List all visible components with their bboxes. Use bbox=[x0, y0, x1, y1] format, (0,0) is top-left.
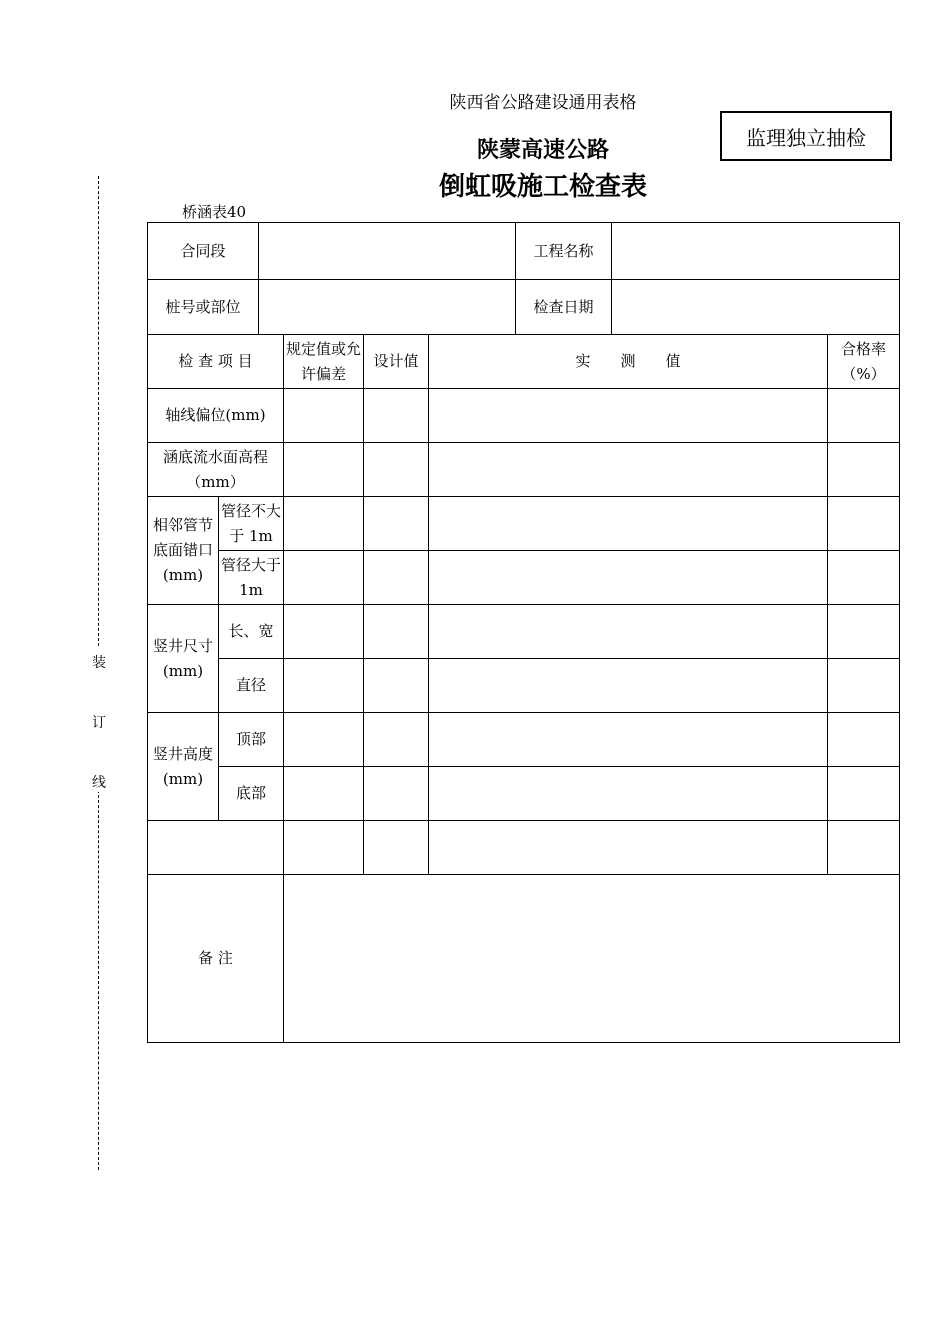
row-label-length-width: 长、宽 bbox=[219, 605, 284, 659]
blank-item-cell[interactable] bbox=[148, 821, 284, 875]
tolerance-cell[interactable] bbox=[284, 443, 364, 497]
measured-cell[interactable] bbox=[429, 767, 828, 821]
table-row bbox=[148, 605, 900, 659]
header-top-text: 陕西省公路建设通用表格 bbox=[449, 93, 637, 113]
design-cell[interactable] bbox=[364, 389, 429, 443]
supervision-badge: 监理独立抽检 bbox=[720, 111, 892, 161]
measured-cell[interactable] bbox=[429, 659, 828, 713]
table-row bbox=[148, 713, 900, 767]
row-label-culvert-bottom: 涵底流水面高程（mm） bbox=[148, 443, 284, 497]
measured-cell[interactable] bbox=[429, 821, 828, 875]
tolerance-cell[interactable] bbox=[284, 821, 364, 875]
tolerance-cell[interactable] bbox=[284, 497, 364, 551]
project-name-label: 工程名称 bbox=[516, 223, 612, 280]
contract-label: 合同段 bbox=[148, 223, 259, 280]
row-group-shaft-height: 竖井高度(mm) bbox=[148, 713, 219, 821]
binding-char-1: 装 bbox=[92, 652, 106, 672]
pass-rate-cell[interactable] bbox=[828, 713, 900, 767]
inspection-table bbox=[147, 222, 900, 1043]
measured-cell[interactable] bbox=[429, 497, 828, 551]
measured-cell[interactable] bbox=[429, 551, 828, 605]
tolerance-cell[interactable] bbox=[284, 389, 364, 443]
row-label-top: 顶部 bbox=[219, 713, 284, 767]
inspection-date-field[interactable] bbox=[612, 280, 900, 335]
col-header-tolerance: 规定值或允许偏差 bbox=[284, 335, 364, 389]
row-label-pipe-le-1m: 管径不大于 1m bbox=[219, 497, 284, 551]
col-header-measured: 实 测 值 bbox=[429, 335, 828, 389]
design-cell[interactable] bbox=[364, 821, 429, 875]
binding-char-2: 订 bbox=[92, 712, 106, 732]
measured-cell[interactable] bbox=[429, 605, 828, 659]
tolerance-cell[interactable] bbox=[284, 767, 364, 821]
binding-line-bottom bbox=[98, 790, 99, 1170]
tolerance-cell[interactable] bbox=[284, 551, 364, 605]
contract-field[interactable] bbox=[259, 223, 516, 280]
design-cell[interactable] bbox=[364, 497, 429, 551]
design-cell[interactable] bbox=[364, 551, 429, 605]
table-row bbox=[148, 767, 900, 821]
row-group-shaft-size: 竖井尺寸(mm) bbox=[148, 605, 219, 713]
design-cell[interactable] bbox=[364, 713, 429, 767]
page-title: 倒虹吸施工检查表 bbox=[438, 172, 647, 202]
col-header-item: 检 查 项 目 bbox=[148, 335, 284, 389]
col-header-pass-rate: 合格率（%） bbox=[828, 335, 900, 389]
tolerance-cell[interactable] bbox=[284, 713, 364, 767]
table-row bbox=[148, 659, 900, 713]
row-label-bottom: 底部 bbox=[219, 767, 284, 821]
design-cell[interactable] bbox=[364, 659, 429, 713]
row-label-diameter: 直径 bbox=[219, 659, 284, 713]
pass-rate-cell[interactable] bbox=[828, 605, 900, 659]
design-cell[interactable] bbox=[364, 767, 429, 821]
pass-rate-cell[interactable] bbox=[828, 497, 900, 551]
row-label-pipe-gt-1m: 管径大于 1m bbox=[219, 551, 284, 605]
table-row bbox=[148, 389, 900, 443]
measured-cell[interactable] bbox=[429, 443, 828, 497]
col-header-design: 设计值 bbox=[364, 335, 429, 389]
page-subtitle: 陕蒙高速公路 bbox=[476, 138, 609, 163]
table-row bbox=[148, 551, 900, 605]
tolerance-cell[interactable] bbox=[284, 605, 364, 659]
row-label-axis-offset: 轴线偏位(mm) bbox=[148, 389, 284, 443]
form-number: 桥涵表40 bbox=[182, 203, 247, 221]
station-label: 桩号或部位 bbox=[148, 280, 259, 335]
pass-rate-cell[interactable] bbox=[828, 389, 900, 443]
tolerance-cell[interactable] bbox=[284, 659, 364, 713]
remarks-label: 备 注 bbox=[148, 875, 284, 1043]
design-cell[interactable] bbox=[364, 443, 429, 497]
remarks-field[interactable] bbox=[284, 875, 900, 1043]
pass-rate-cell[interactable] bbox=[828, 443, 900, 497]
pass-rate-cell[interactable] bbox=[828, 659, 900, 713]
table-row bbox=[148, 443, 900, 497]
design-cell[interactable] bbox=[364, 605, 429, 659]
binding-line-top bbox=[98, 176, 99, 646]
table-row bbox=[148, 821, 900, 875]
pass-rate-cell[interactable] bbox=[828, 551, 900, 605]
project-name-field[interactable] bbox=[612, 223, 900, 280]
measured-cell[interactable] bbox=[429, 389, 828, 443]
row-group-pipe-joint: 相邻管节底面错口(mm) bbox=[148, 497, 219, 605]
measured-cell[interactable] bbox=[429, 713, 828, 767]
inspection-date-label: 检查日期 bbox=[516, 280, 612, 335]
station-field[interactable] bbox=[259, 280, 516, 335]
binding-char-3: 线 bbox=[92, 772, 106, 792]
table-row bbox=[148, 497, 900, 551]
pass-rate-cell[interactable] bbox=[828, 821, 900, 875]
pass-rate-cell[interactable] bbox=[828, 767, 900, 821]
